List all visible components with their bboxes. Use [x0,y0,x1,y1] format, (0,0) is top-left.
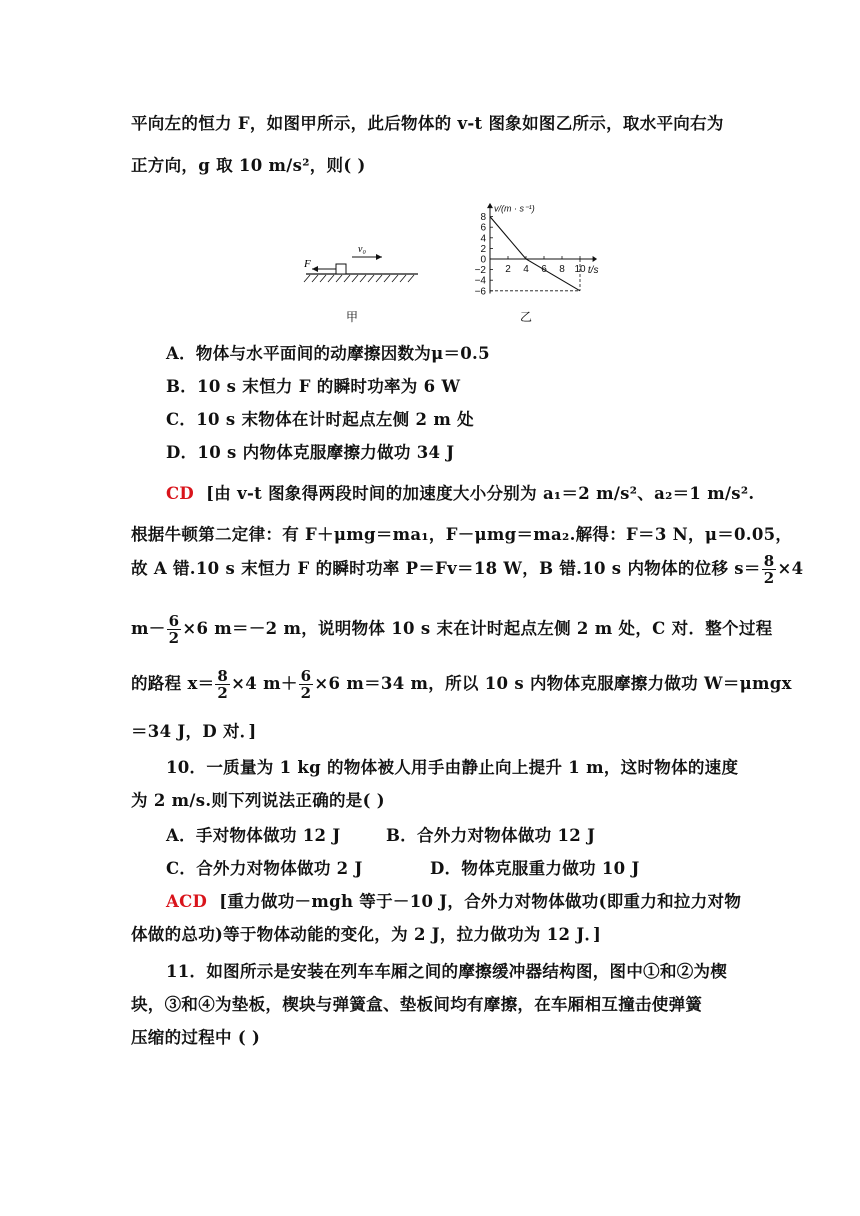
q9-solution-text4a: m－ [131,619,166,638]
y-tick-label: −6 [474,286,486,298]
q11-stem-line2: 块，③和④为垫板，楔块与弹簧盒、垫板间均有摩擦，在车厢相互撞击使弹簧 [131,995,703,1014]
y-tick-label: 4 [480,233,486,245]
q10-option-c: C．合外力对物体做功 2 J [166,859,363,878]
q10-solution-line2: 体做的总功)等于物体动能的变化，为 2 J，拉力做功为 12 J．] [131,925,602,944]
y-tick-label: 6 [480,222,486,234]
x-tick-label: 8 [559,264,565,275]
q9-solution-line1 [166,480,754,504]
x-tick-label: 10 [574,264,586,275]
y-tick-label: −2 [474,265,486,277]
block [336,264,346,274]
q9-solution-line4 [131,613,772,646]
q9-solution-text5a: 的路程 x＝ [131,674,215,693]
velocity-series-line [490,217,580,291]
q10-solution-line1 [166,888,741,912]
q11-stem-line3: 压缩的过程中 ( ) [131,1028,261,1047]
q10-solution-text1: [重力做功－mgh 等于－10 J，合外力对物体做功(即重力和拉力对物 [219,892,742,911]
figure-jia-caption: 甲 [346,310,359,324]
y-tick-label: 2 [480,243,486,255]
q9-solution-text5c: ×6 m＝34 m，所以 10 s 内物体克服摩擦力做功 W＝μmgx [314,674,792,693]
q9-option-b: B．10 s 末恒力 F 的瞬时功率为 6 W [166,377,461,396]
q10-option-a: A．手对物体做功 12 J [166,826,341,845]
q9-solution-line2: 根据牛顿第二定律：有 F＋μmg＝ma₁，F－μmg＝ma₂.解得：F＝3 N，μ＝0.05， [131,525,793,544]
q9-solution-text3a: 故 A 错.10 s 末恒力 F 的瞬时功率 P＝Fv＝18 W，B 错.10 s 内物体的位移 s＝ [131,559,761,578]
fraction-6-2: $\frac{6}{2}$ [168,612,180,647]
q10-option-b: B．合外力对物体做功 12 J [386,826,596,845]
q9-solution-line5 [131,668,792,701]
x-axis-label: t/s [587,265,599,276]
y-tick-label: 0 [480,254,486,266]
y-axis-arrow [487,203,493,208]
q9-option-d: D．10 s 内物体克服摩擦力做功 34 J [166,443,455,462]
q9-option-a: A．物体与水平面间的动摩擦因数为μ＝0.5 [166,344,490,363]
q9-answer: CD [166,484,195,503]
q10-stem-line1: 10．一质量为 1 kg 的物体被人用手由静止向上提升 1 m，这时物体的速度 [166,758,739,777]
q9-solution-text1: [由 v-t 图象得两段时间的加速度大小分别为 a₁＝2 m/s²、a₂＝1 m/s². [206,484,755,503]
x-tick-label: 4 [523,264,529,275]
q9-solution-text5b: ×4 m＋ [231,674,298,693]
force-label: F [304,258,311,270]
y-tick-label: 8 [480,212,486,224]
q9-stem-line2: 正方向，g 取 10 m/s²，则( ) [131,156,366,175]
q11-stem-line1: 11．如图所示是安装在列车车厢之间的摩擦缓冲器结构图，图中①和②为楔 [166,962,728,981]
velocity-label: v₀ [358,244,366,255]
q9-solution-text4b: ×6 m＝－2 m，说明物体 10 s 末在计时起点左侧 2 m 处，C 对．整个过程 [182,619,773,638]
x-tick-label: 6 [541,264,547,275]
q10-answer: ACD [166,892,208,911]
x-tick-label: 2 [505,264,511,275]
q9-solution-line3 [131,553,803,586]
fraction-6-2b: $\frac{6}{2}$ [300,667,312,702]
fraction-8-2: $\frac{8}{2}$ [763,552,775,587]
figure-yi-caption: 乙 [520,310,533,324]
q9-solution-text3b: ×4 [777,559,804,578]
q9-stem-line1: 平向左的恒力 F，如图甲所示，此后物体的 v-t 图象如图乙所示，取水平向右为 [131,114,724,133]
figure-yi-chart [450,190,600,320]
fraction-8-2b: $\frac{8}{2}$ [217,667,229,702]
q10-option-d: D．物体克服重力做功 10 J [430,859,640,878]
q9-option-c: C．10 s 末物体在计时起点左侧 2 m 处 [166,410,474,429]
x-axis-arrow [593,256,598,262]
q10-stem-line2: 为 2 m/s.则下列说法正确的是( ) [131,791,385,810]
q9-solution-line6: ＝34 J，D 对．] [131,722,257,741]
figure-jia [300,240,420,330]
y-axis-label: v/(m · s⁻¹) [494,203,535,214]
y-tick-label: −4 [474,275,486,287]
